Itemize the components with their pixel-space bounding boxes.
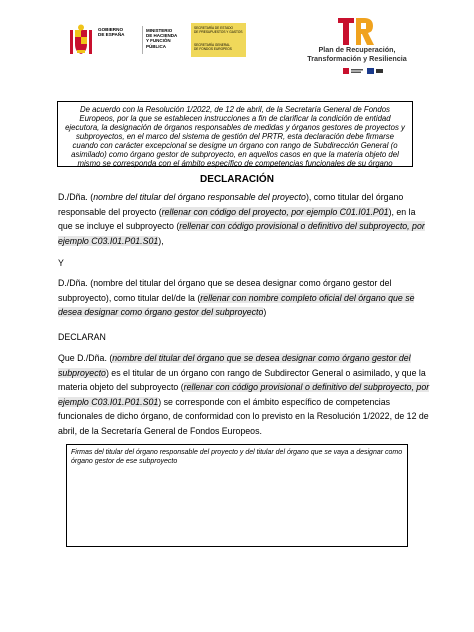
paragraph-manager [58,276,432,320]
p2-text-a: D./Dña. (nombre del titular del órgano que se desea designar como órgano gestor del subproyecto), como titular del/de la ( [58,278,392,303]
ministry-name: MINISTERIO DE HACIENDA Y FUNCIÓN PÚBLICA [146,28,178,49]
p1-text-g: ), [158,235,164,246]
signature-box[interactable] [66,444,408,547]
subproject-code-field-2[interactable]: rellenar con código provisional o definitivo del subproyecto, por ejemplo C03.I01.P01.S01 [58,382,430,407]
prtr-tr-logo-icon [335,13,375,49]
secretariat-general-name: SECRETARÍA GENERAL DE FONDOS EUROPEOS [194,43,232,51]
p1-text-a: D./Dña. ( [58,192,94,202]
paragraph-declaran [58,351,432,439]
instructions-box [57,101,413,167]
p1-placeholder-holder: nombre del titular del órgano responsable del proyecto [93,192,306,202]
prtr-title: Plan de Recuperación, Transformación y Resiliencia [307,45,407,63]
header-divider [142,26,143,54]
manager-holder-name-field[interactable]: nombre del titular del órgano que se desea designar como órgano gestor del subproyecto [58,353,411,378]
document-header [0,0,474,80]
declaration-title: DECLARACIÓN [200,174,274,185]
p1-text-c: ), como titular del órgano responsable del proyecto ( [58,192,404,217]
project-code-field[interactable]: rellenar con código del proyecto, por ejemplo C01.I01.P01 [161,206,389,217]
declaran-heading: DECLARAN [58,332,106,342]
p2-text-c: ) [263,307,267,318]
p3-text-a: Que D./Dña. ( [58,353,113,363]
coat-of-arms-icon [68,24,94,58]
signature-instructions: Firmas del titular del órgano responsable del proyecto y del titular del órgano que se vaya a designar como órgano gestor de ese subproyecto [71,449,403,465]
funding-logos-icon [343,67,383,75]
government-name: GOBIERNO DE ESPAÑA [98,27,125,38]
secretariat-state-name: SECRETARÍA DE ESTADO DE PRESUPUESTOS Y GASTOS [194,26,243,34]
manager-organ-name-field[interactable]: rellenar con nombre completo oficial del órgano que se desea designar como órgano gestor del subproyecto [58,292,415,318]
paragraph-y: Y [58,258,64,268]
p1-text-e: ), en la que se incluye el subproyecto ( [58,206,416,232]
p3-text-c: ) es el titular de un órgano con rango de Subdirector General o asimilado, y que la materia objeto del subproyecto ( [58,367,426,393]
paragraph-responsible [58,190,432,248]
p3-text-e: ) se corresponde con el ámbito específico de competencias funcionales de dicho órgano, de conformidad con lo previsto en la Resolución 1/2022, de 12 de abril, de la Secretaría General de Fondos Europeos. [58,396,429,436]
instructions-text: De acuerdo con la Resolución 1/2022, de 12 de abril, de la Secretaría General de Fondos Europeos, por la que se establecen instrucciones a fin de clarificar la condición de entidad ejecutora, la designación de órganos responsables de medidas y órganos gestores de proyectos y subproyectos, en el marco del sistema de gestión del PRTR, esta declaración debe firmarse cuando con carácter excepcional se designe un órgano con rango de Subdirección General (o asimilado) como órgano gestor de subproyecto, en aquellos casos en que la materia objeto del mismo se corresponda con el ámbito específico de competencias funcionales de su órgano [65,105,405,168]
subproject-code-field[interactable]: rellenar con código provisional o definitivo del subproyecto, por ejemplo C03.I01.P01.S01 [58,221,425,246]
